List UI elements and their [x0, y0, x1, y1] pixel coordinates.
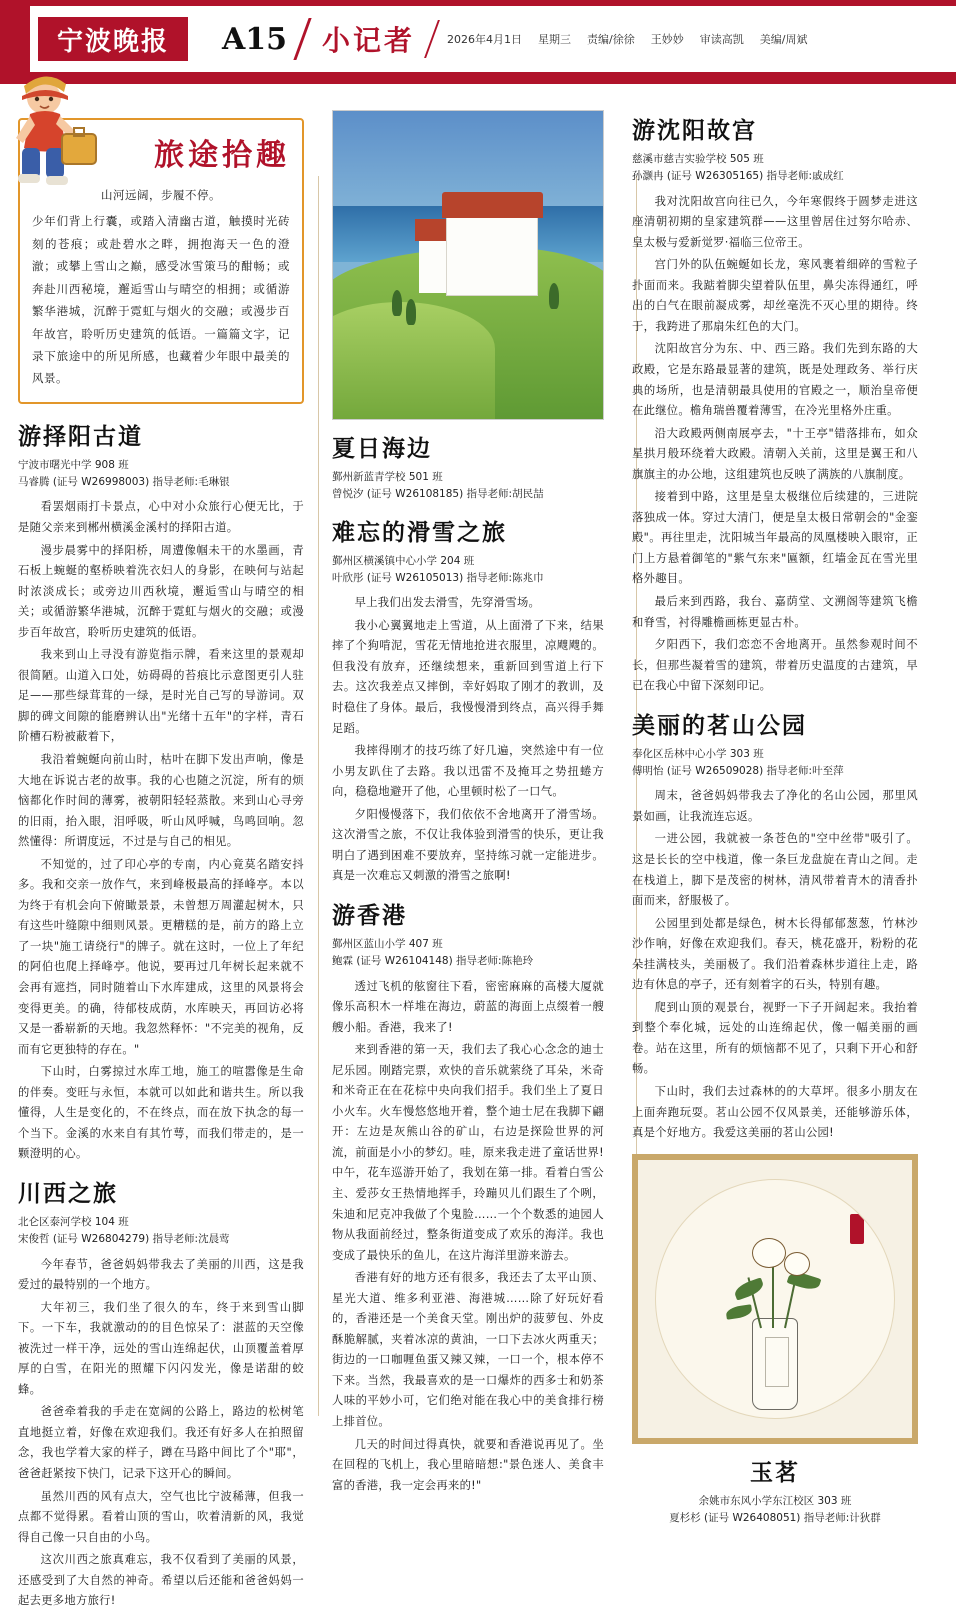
feature-lead: 山河远阔，步履不停。 [101, 188, 221, 202]
paragraph: 爸爸牵着我的手走在宽阔的公路上，路边的松树笔直地挺立着，好像在欢迎我们。我还有好多人在拍照留念，我也学着大家的样子，蹲在马路中间比了个"耶"，爸爸赶紧按下快门，记录下这开心的瞬间。 [18, 1405, 304, 1481]
photo-seaside-painting [332, 110, 604, 420]
seal-stamp-icon [850, 1214, 864, 1244]
paragraph: 沈阳故宫分为东、中、西三路。我们先到东路的大政殿，它是东路最显著的建筑，既是处理政务、举行庆典的场所，也是清朝最具使用的官殿之一，顺治皇帝便在此继位。檐角瑞兽覆着薄雪，在冷光里格外庄重。 [632, 342, 918, 418]
editor-4: 美编/周斌 [759, 33, 808, 46]
article-author: 孙灏冉 (证号 W26305165) 指导老师:戚成红 [632, 170, 844, 183]
article-byline [332, 936, 604, 971]
article-youxianggang [332, 897, 604, 1496]
stem-shape [772, 1258, 774, 1328]
article-title: 玉茗 [750, 1458, 800, 1486]
slash-divider-2-icon [424, 20, 440, 58]
paragraph: 夕阳慢慢落下，我们依依不舍地离开了滑雪场。这次滑雪之旅，不仅让我体验到滑雪的快乐，更让我明白了遇到困难不要放弃，坚持练习就一定能进步。真是一次难忘又刺激的滑雪之旅啊! [332, 807, 604, 883]
house-shape [446, 216, 538, 296]
article-title: 美丽的茗山公园 [632, 711, 807, 739]
paragraph: 我摔得刚才的技巧练了好几遍，突然途中有一位小男友趴住了去路。我以迅雷不及掩耳之势扭蜷方向，稳稳地避开了他，心里顿时松了一口气。 [332, 744, 604, 799]
article-body [332, 593, 604, 887]
article-youzeyanggudao [18, 418, 304, 1165]
article-byline [632, 1493, 918, 1528]
paragraph: 下山时，我们去过森林的的大草坪。很多小朋友在上面奔跑玩耍。茗山公园不仅风景美，还能够游乐体，真是个好地方。我爱这美丽的茗山公园! [632, 1085, 918, 1140]
paragraph: 虽然川西的风有点大，空气也比宁波稀薄，但我一点都不觉得累。看着山顶的雪山，吹着清新的风，我觉得自己像一只自由的小鸟。 [18, 1489, 304, 1544]
paragraph: 透过飞机的舷窗往下看，密密麻麻的高楼大厦就像乐高积木一样堆在海边，蔚蓝的海面上点缀着一艘艘小船。香港，我来了! [332, 979, 604, 1034]
page-body [0, 84, 956, 1614]
article-title: 游沈阳故宫 [632, 117, 757, 144]
paragraph: 香港有好的地方还有很多，我还去了太平山顶、星光大道、维多利亚港、海港城……除了好玩好看的，香港还是一个美食天堂。刚出炉的菠萝包、外皮酥脆解腻，夹着冰凉的黄油，一口下去冰火两重天；街边的一口咖喱鱼蛋又辣又辣，一口一个，根本停不下来。当然，我最喜欢的是一口爆炸的西多士和奶茶人味的平妙小可，它们绝对能在我心中的美食排行榜上排首位。 [332, 1271, 604, 1429]
vase-shape [752, 1318, 798, 1410]
article-byline [332, 553, 604, 588]
circular-painting [655, 1179, 895, 1419]
paragraph: 最后来到西路，我台、嘉荫堂、文溯阁等建筑飞檐和脊雪，衬得雕檐画栋更显古朴。 [632, 595, 918, 629]
column-3 [618, 90, 918, 1614]
article-school: 鄞州区横溪镇中心小学 204 班 [332, 554, 475, 567]
article-mingshangongyuan [632, 707, 918, 1144]
article-school: 鄞州区蓝山小学 407 班 [332, 937, 443, 950]
article-huaxue [332, 514, 604, 887]
article-xiarihaibian [332, 430, 604, 504]
article-title: 游择阳古道 [18, 422, 143, 450]
article-chuanxi [18, 1175, 304, 1612]
feature-text: 少年们背上行囊，或踏入清幽古道，触摸时光砖刻的苍痕；或赴碧水之畔，拥抱海天一色的澄澈；或攀上雪山之巅，感受冰雪策马的酣畅；或奔赴川西秘境，邂逅雪山与晴空的相拥；或循游繁华港城，沉醉于霓虹与烟火的交融；或漫步百年故宫，聆听历史建筑的低语。一篇篇文字，记录下旅途中的所见所感，也藏着少年眼中最美的风景。 [32, 214, 290, 386]
paragraph: 爬到山顶的观景台，视野一下子开阔起来。我抬着到整个奉化城，远处的山连绵起伏，像一幅美丽的画卷。站在这里，所有的烦恼都不见了，只剩下开心和舒畅。 [632, 1000, 918, 1076]
article-school: 慈溪市慈吉实验学校 505 班 [632, 153, 764, 165]
feature-box [18, 118, 304, 404]
article-school: 余姚市东风小学东江校区 303 班 [698, 1494, 852, 1507]
article-author: 曾悦汐 (证号 W26108185) 指导老师:胡民喆 [332, 488, 544, 501]
paragraph: 宫门外的队伍蜿蜒如长龙，寒风裹着细碎的雪粒子扑面而来。我踮着脚尖望着队伍里，鼻尖冻得通红，呼出的白气在眼前凝成雾，却丝毫洗不灭心里的期待。终于，我跨进了那扇朱红色的大门。 [632, 258, 918, 333]
paragraph: 下山时，白雾掠过水库工地，施工的喧嚣像是生命的伴奏。变旺与永恒，本就可以如此和谐共生。所以我懂得，人生是变化的，不在终点，而在放下执念的每一个当下。金溪的水来自有其竹萼，而我们带走的，是一颗澄明的心。 [18, 1065, 304, 1161]
column-1 [18, 90, 318, 1614]
paragraph: 周末，爸爸妈妈带我去了净化的名山公园，那里风景如画，让我流连忘返。 [632, 789, 918, 823]
paragraph: 公园里到处都是绿色，树木长得郁郁葱葱，竹林沙沙作响，好像在欢迎我们。春天，桃花盛开，粉粉的花朵挂满枝头，美丽极了。我们沿着森林步道往上走，路边有休息的亭子，还有刻着字的石头，特别有趣。 [632, 916, 918, 992]
article-school: 北仑区泰河学校 104 班 [18, 1215, 129, 1228]
paragraph: 一进公园，我就被一条苍色的"空中丝带"吸引了。这是长长的空中栈道，像一条巨龙盘旋在青山之间。走在栈道上，脚下是茂密的树林，清风带着青木的清香扑面而来，舒服极了。 [632, 832, 918, 908]
paragraph: 今年春节，爸爸妈妈带我去了美丽的川西，这是我爱过的最特别的一个地方。 [18, 1257, 304, 1292]
mascot-girl-icon [0, 72, 102, 192]
article-author: 夏杉杉 (证号 W26408051) 指导老师:计狄群 [669, 1511, 881, 1524]
article-body [18, 497, 304, 1165]
masthead-meta [447, 31, 807, 47]
article-yuming [632, 1454, 918, 1528]
article-author: 叶欣彤 (证号 W26105013) 指导老师:陈兆巾 [332, 571, 544, 584]
paragraph: 我沿着蜿蜒向前山时，枯叶在脚下发出声响，像是大地在诉说古老的故事。我的心也随之沉淀，所有的烦恼都化作时间的薄雾，被朝阳轻轻蒸散。来到山心寻旁的旧雨，抬入眼，泪呼吸，听山风呼喊，鸟鸣回响。忽然懂得：所谓度远，不过是与自己的相见。 [18, 752, 304, 849]
paragraph: 早上我们出发去滑雪，先穿滑雪场。 [354, 596, 541, 610]
paragraph: 几天的时间过得真快，就要和香港说再见了。坐在回程的飞机上，我心里暗暗想:"景色迷人、美食丰富的香港，我一定会再来的!" [332, 1437, 604, 1492]
article-title: 难忘的滑雪之旅 [332, 518, 507, 546]
feature-title: 旅途拾趣 [154, 138, 290, 173]
photo-yuming-painting [632, 1154, 918, 1444]
article-school: 鄞州新蓝青学校 501 班 [332, 471, 443, 483]
article-body [632, 786, 918, 1143]
paragraph: 看罢烟雨打卡景点，心中对小众旅行心便无比，于是随父亲来到郴州横溪金溪村的择阳古道。 [18, 500, 304, 534]
article-byline [332, 469, 604, 504]
paragraph: 夕阳西下，我们恋恋不舍地离开。虽然参观时间不长，但那些凝着雪的建筑，带着历史温度的古建筑，早已在我心中留下深刻印记。 [632, 638, 918, 693]
page-number: A15 [222, 21, 288, 57]
masthead-inner [30, 6, 956, 72]
article-body [632, 192, 918, 697]
paragraph: 我来到山上寻没有游览指示牌，看来这里的景观却很简陋。山道入口处，妨碍碍的苔痕比示意图更引人驻足——那些绿茸茸的一绿，是时光自己写的导游词。双脚的碑文间隙的能磨辨认出"光绪十五年"的字样，青石阶槽石粉被蔽着下， [18, 648, 304, 744]
paragraph: 我小心翼翼地走上雪道，从上面滑了下来，结果摔了个狗啃泥，雪花无情地抢进衣服里，凉飕飕的。但我没有放弃，还继续想来，重新回到雪道上行下去。这次我差点又摔倒，幸好妈取了刚才的教训，及时稳住了身体。最后，我慢慢滑到终点，高兴得手舞足蹈。 [332, 618, 604, 735]
editor-1: 责编/徐徐 [587, 33, 635, 46]
paragraph: 沿大政殿两侧南展亭去，"十王亭"错落排布，如众星拱月般环绕着大政殿。清朝入关前，这里是翼王和八旗旗主的办公地，这组建筑也反映了满族的八旗制度。 [632, 426, 918, 481]
article-title: 夏日海边 [332, 435, 432, 462]
slash-divider-icon [293, 18, 311, 60]
feature-body [32, 184, 290, 390]
tree-icon [406, 299, 416, 325]
paragraph: 这次川西之旅真难忘，我不仅看到了美丽的风景，还感受到了大自然的神奇。希望以后还能和爸爸妈妈一起去更多地方旅行! [18, 1553, 304, 1608]
section-title: 小记者 [322, 24, 416, 57]
article-byline [632, 746, 918, 781]
article-school: 宁波市曙光中学 908 班 [18, 458, 129, 471]
editor-2: 王妙妙 [650, 33, 684, 46]
article-title: 游香港 [332, 901, 407, 929]
paragraph: 不知觉的，过了印心亭的专南，内心竟莫名踏安抖多。我和交亲一放作气，来到峰极最高的择峰亭。本以为终于有机会向下俯瞰景景，未曾想万周灌起树木，只有这些叶缝隙中细则风景。更糟糕的是，前方的路上立了一块"施工请绕行"的牌子。就在这时，一位上了年纪的阿伯也爬上择峰亭。他说，要再过几年树长起来就不会再有遮挡，同时随着山下水库建成，这里的风景将会变得更美。的确，待郁枝成荫，水库映天，再回访必将又是一番崭新的天地。我忽然释怀："不完美的视角，反而有它更独特的存在。" [18, 857, 304, 1056]
leaf-shape [725, 1304, 752, 1320]
masthead [0, 0, 956, 78]
paragraph: 大年初三，我们坐了很久的车，终于来到雪山脚下。一下车，我就激动的的目色惊呆了：湛蓝的天空像被洗过一样干净，远处的雪山连绵起伏，山顶覆盖着厚厚的白雪，在阳光的照耀下闪闪发光，像是诺甜的蛟蜂。 [18, 1300, 304, 1396]
article-author: 傅明怡 (证号 W26509028) 指导老师:叶至萍 [632, 765, 844, 778]
paragraph: 来到香港的第一天，我们去了我心心念念的迪士尼乐园。刚踏完票，欢快的音乐就萦绕了耳朵，米奇和米奇正在在花棕中央向我们招手。我们坐上了夏日小火车。火车慢悠悠地开着，整个迪士尼在我脚下翩开：左边是灰熊山谷的矿山，右边是探险世界的河流，前面是小小的梦幻。哇，原来我走进了童话世界! 中午，花车巡游开始了，我划在第一排。看着白雪公主、爱莎女王热情地挥手，玲蹦贝儿们跟生了个咧，朱迪和尼克冲我做了个鬼脸……一个个数悉的迪园人物从我面前经过，整条街道变成了欢乐的海洋。我也变成了最快乐的鱼儿，在这片海洋里游来游去。 [332, 1043, 604, 1262]
paragraph: 接着到中路，这里是皇太极继位后续建的，三进院落独成一体。穿过大清门，便是皇太极日常朝会的"金銮殿"。再往里走，沈阳城当年最高的凤凰楼映入眼帘，正门上方悬着御笔的"紫气东来"匾额，红墙金瓦在雪光里格外趣目。 [632, 490, 918, 586]
article-body [18, 1255, 304, 1612]
editor-3: 审读高凯 [699, 33, 744, 46]
article-byline [632, 151, 918, 186]
article-byline [18, 457, 304, 492]
issue-weekday: 星期三 [538, 33, 572, 46]
leaf-shape [733, 1277, 766, 1300]
paragraph: 漫步晨雾中的择阳桥，周遭像帼未干的水墨画，青石板上蜿蜒的壑桥映着洗衣妇人的身影，在映何与站起时浓淡成长；或旁边川西秋境，邂逅雪山与晴空的相关；或循游繁华港城，沉醉于霓虹与烟火的交融；或漫步百年故宫，聆听历史建筑的低语。 [18, 543, 304, 639]
article-school: 奉化区岳林中心小学 303 班 [632, 747, 764, 760]
paragraph: 我对沈阳故宫向往已久，今年寒假终于圆梦走进这座清朝初期的皇家建筑群——这里曾居住过努尔哈赤、皇太极与爱新觉罗·福临三位帝王。 [632, 194, 918, 249]
article-byline [18, 1214, 304, 1249]
newspaper-logo: 宁波晚报 [38, 17, 188, 61]
column-2 [318, 90, 618, 1614]
issue-date: 2026年4月1日 [447, 33, 523, 46]
flower-shape [784, 1252, 810, 1276]
article-shenyanggugong [632, 112, 918, 697]
tree-icon [549, 283, 559, 309]
article-author: 马睿腾 (证号 W26998003) 指导老师:毛琳银 [18, 476, 230, 489]
article-title: 川西之旅 [18, 1179, 118, 1207]
article-body [332, 977, 604, 1497]
article-author: 鲍霖 (证号 W26104148) 指导老师:陈艳玲 [332, 955, 534, 968]
article-author: 宋俊哲 (证号 W26804279) 指导老师:沈晨莺 [18, 1233, 230, 1246]
flower-shape [752, 1238, 786, 1268]
